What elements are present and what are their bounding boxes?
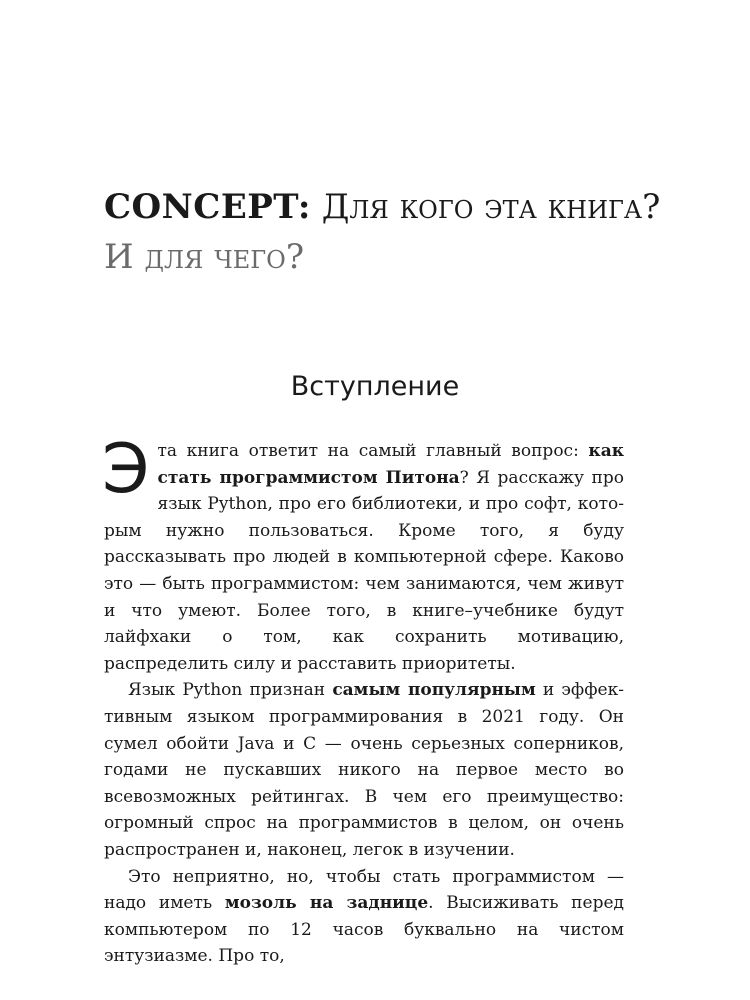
chapter-subtitle: И для чего? (104, 237, 305, 277)
chapter-title-line1 (104, 186, 664, 228)
paragraph-3-text-a: Это неприятно, но, чтобы стать программистом — надо иметь (104, 866, 624, 914)
chapter-title (104, 186, 664, 278)
paragraph-3 (104, 864, 624, 970)
chapter-title-question: Для кого эта книга? (310, 187, 661, 227)
paragraph-1 (102, 430, 624, 677)
section-heading: Вступление (290, 371, 460, 402)
paragraph-3-bold: мозоль на заднице (224, 893, 429, 914)
paragraph-2-text-a: Язык Python признан (128, 680, 333, 701)
body-text (102, 430, 624, 970)
paragraph-3-text-b: . Высиживать перед компьютером по 12 часов буквально на чистом энтузиазме. Про то, (104, 893, 624, 967)
paragraph-2-text-b: и эффективным языком программирования в 2021 году. Он сумел обойти Java и С — очень серьезных соперников, годами не пускавших никого на первое место во всевозможных рейтингах. В чем его преимущество: огромный спрос на программистов в целом, он очень распространен и, наконец, легок в изучении. (104, 680, 624, 860)
paragraph-2 (104, 677, 624, 863)
chapter-title-concept: CONCEPT: (104, 187, 311, 227)
paragraph-1-bold: как стать программистом Питона (157, 441, 624, 488)
paragraph-1-text-a: та книга ответит на самый главный вопрос: (157, 441, 589, 461)
paragraph-2-bold: самым популярным (332, 680, 536, 701)
drop-cap: Э (102, 430, 150, 509)
paragraph-1-text-b: ? Я расскажу про язык Python, про его библиотеки, и про софт, которым нужно пользоваться. Кроме того, я буду рассказывать про людей в компьютерной сфере. Каково это — быть программистом: чем занимаются, чем живут и что умеют. Более того, в книге–учебнике будут лайфхаки о том, как сохранить мотивацию, распределить силу и расставить приоритеты. (104, 467, 624, 674)
